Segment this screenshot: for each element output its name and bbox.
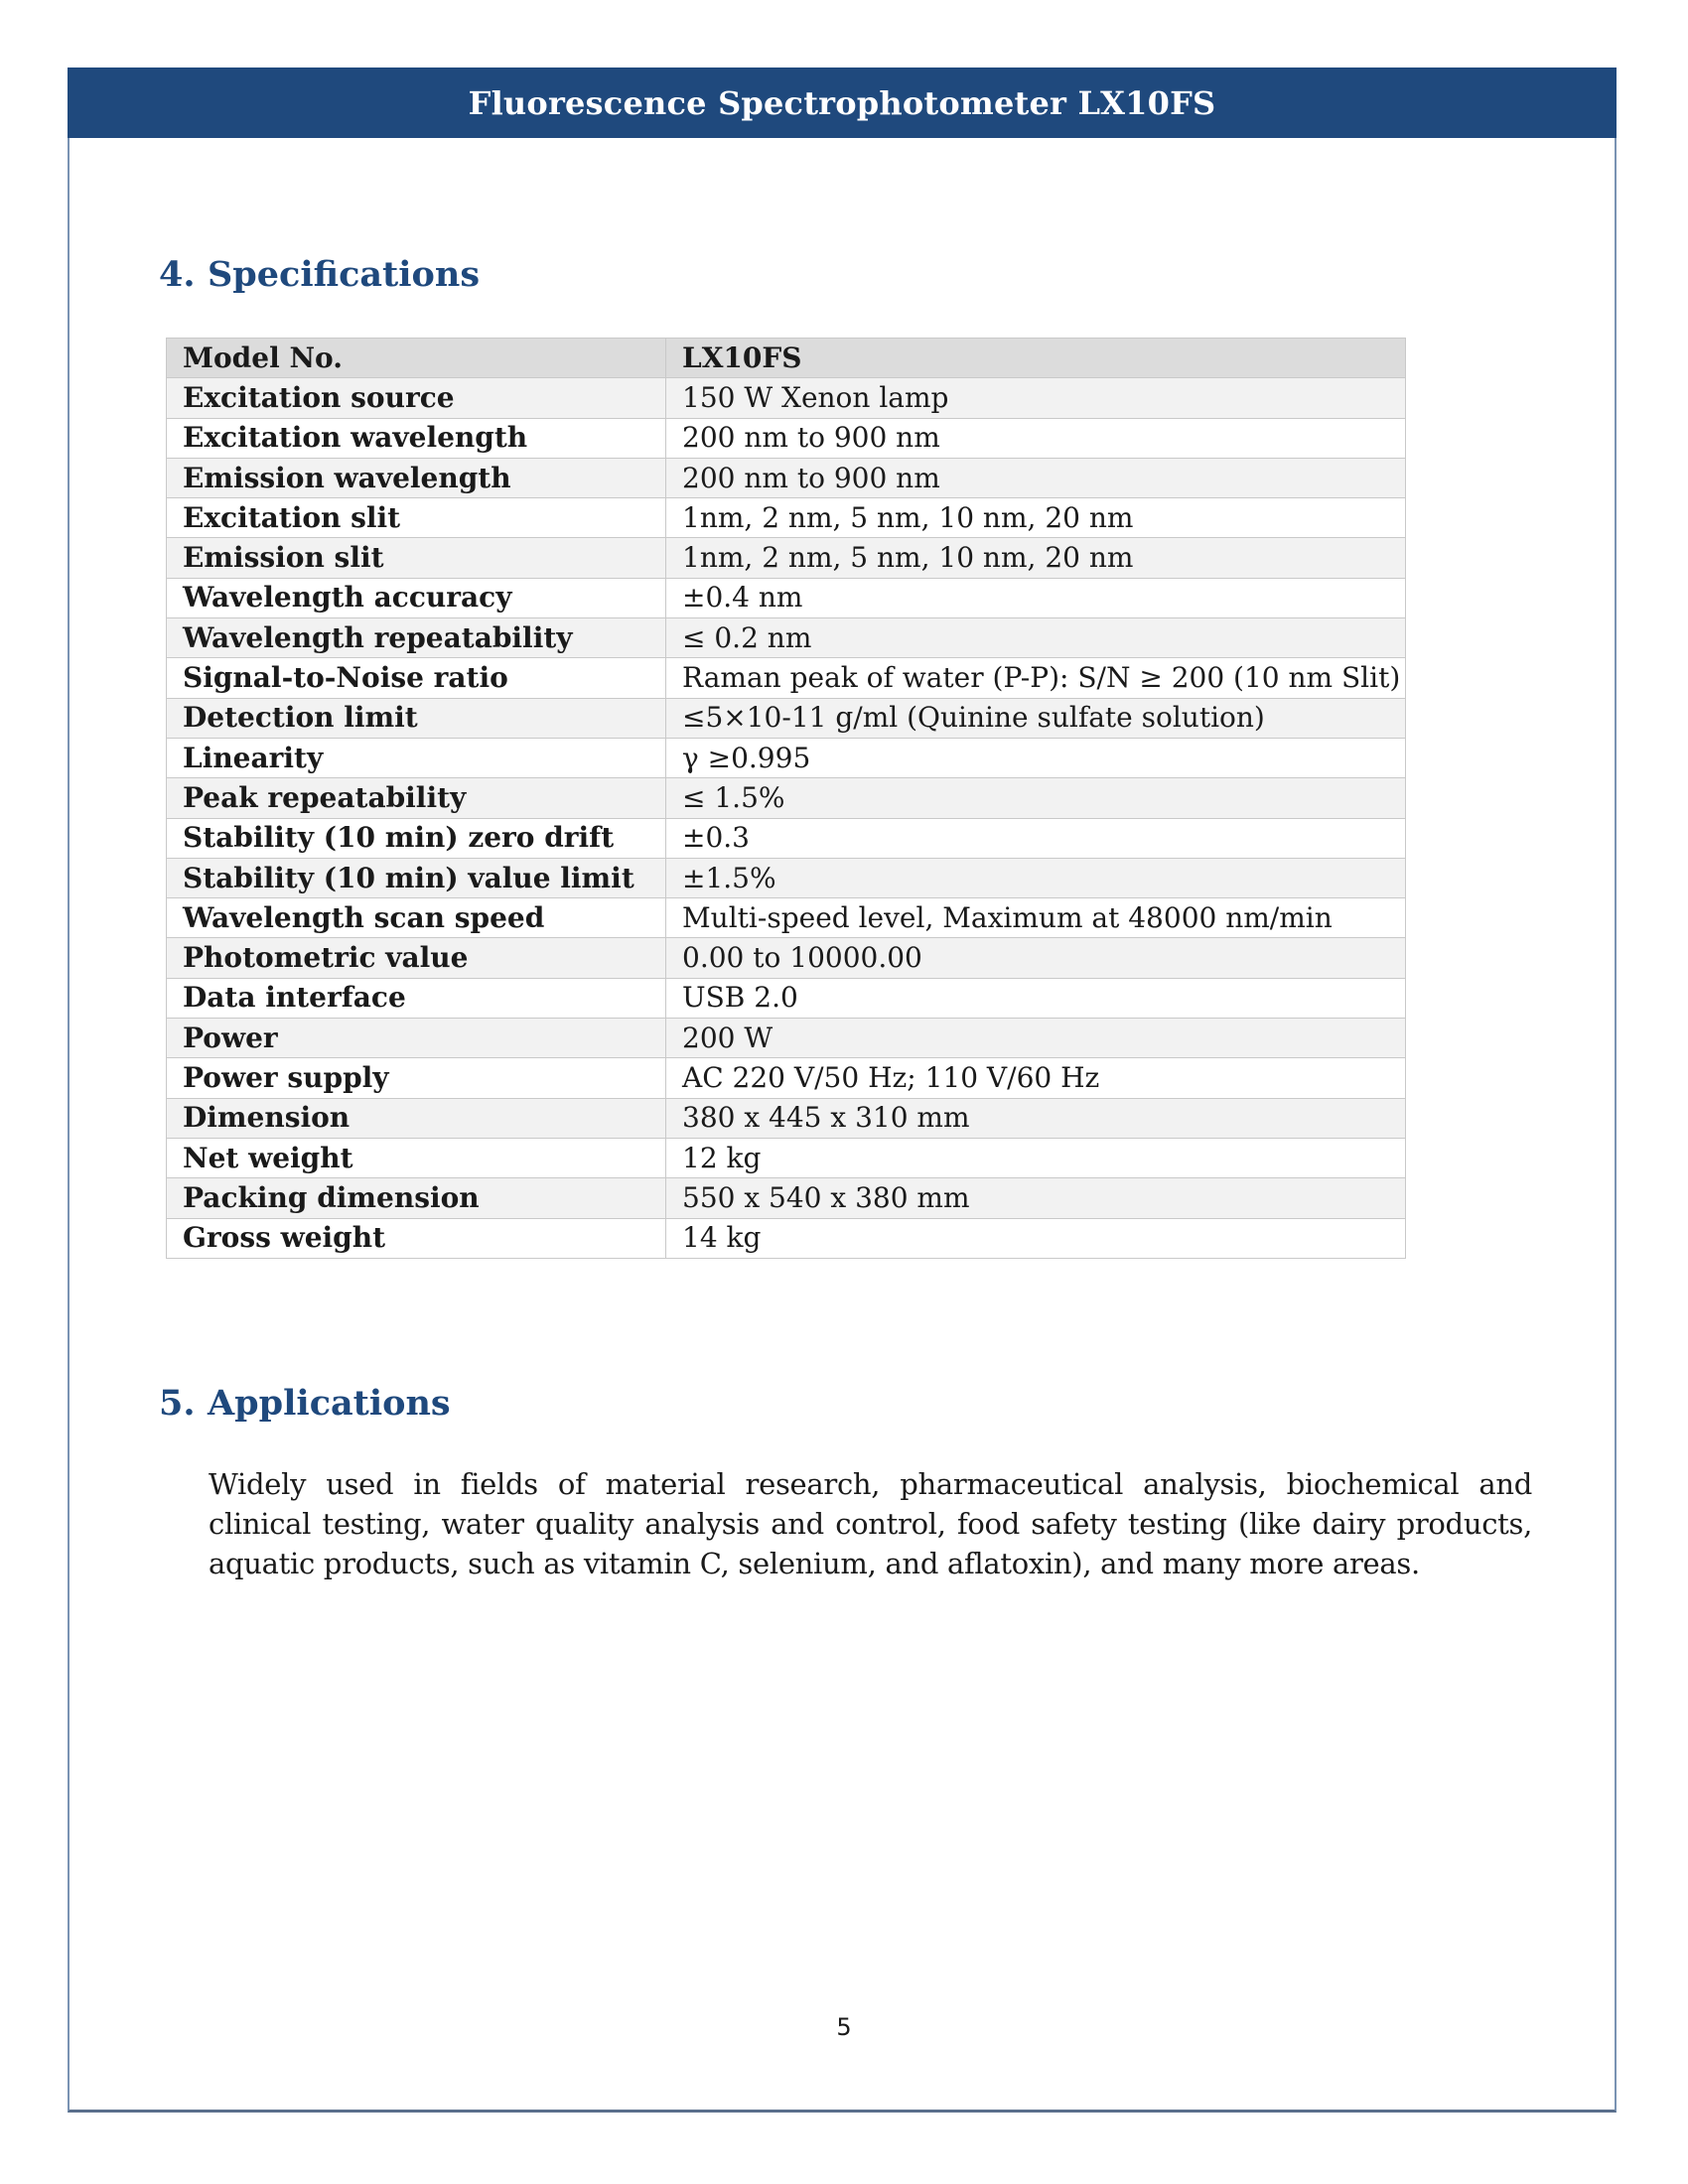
table-row xyxy=(167,898,1406,938)
table-row xyxy=(167,1178,1406,1218)
table-row xyxy=(167,538,1406,578)
spec-label: Photometric value xyxy=(167,938,666,978)
table-row xyxy=(167,818,1406,858)
table-row xyxy=(167,738,1406,777)
specifications-section-number: 4. xyxy=(159,254,196,295)
spec-label: Wavelength scan speed xyxy=(167,898,666,938)
spec-value: 200 nm to 900 nm xyxy=(666,458,1406,497)
spec-value: γ ≥0.995 xyxy=(666,738,1406,777)
spec-value: 1nm, 2 nm, 5 nm, 10 nm, 20 nm xyxy=(666,538,1406,578)
spec-label: Gross weight xyxy=(167,1218,666,1258)
table-row xyxy=(167,418,1406,458)
spec-value: 12 kg xyxy=(666,1138,1406,1177)
table-row xyxy=(167,498,1406,538)
spec-value: ≤ 1.5% xyxy=(666,778,1406,818)
table-row xyxy=(167,1098,1406,1138)
spec-value: ±1.5% xyxy=(666,858,1406,897)
applications-section-number: 5. xyxy=(159,1383,196,1424)
specifications-table xyxy=(166,338,1406,1259)
spec-label: Signal-to-Noise ratio xyxy=(167,658,666,698)
table-row xyxy=(167,1218,1406,1258)
spec-label: Dimension xyxy=(167,1098,666,1138)
spec-value: ±0.4 nm xyxy=(666,578,1406,617)
spec-label: Stability (10 min) value limit xyxy=(167,858,666,897)
spec-value: 380 x 445 x 310 mm xyxy=(666,1098,1406,1138)
spec-value: AC 220 V/50 Hz; 110 V/60 Hz xyxy=(666,1058,1406,1098)
spec-value: ≤ 0.2 nm xyxy=(666,618,1406,658)
specifications-heading xyxy=(159,254,480,295)
spec-value: Multi-speed level, Maximum at 48000 nm/min xyxy=(666,898,1406,938)
spec-value: Raman peak of water (P-P): S/N ≥ 200 (10 nm Slit) xyxy=(666,658,1406,698)
page-number: 5 xyxy=(836,2013,852,2041)
table-row xyxy=(167,658,1406,698)
header-bar xyxy=(68,68,1617,138)
table-row xyxy=(167,858,1406,897)
table-row xyxy=(167,1058,1406,1098)
table-row xyxy=(167,1138,1406,1177)
table-header-row xyxy=(167,339,1406,378)
spec-value: 550 x 540 x 380 mm xyxy=(666,1178,1406,1218)
applications-section-title: Applications xyxy=(208,1383,451,1424)
table-row xyxy=(167,618,1406,658)
table-row xyxy=(167,578,1406,617)
spec-label: Packing dimension xyxy=(167,1178,666,1218)
spec-label: Net weight xyxy=(167,1138,666,1177)
spec-label: Emission wavelength xyxy=(167,458,666,497)
spec-label: Emission slit xyxy=(167,538,666,578)
table-row xyxy=(167,938,1406,978)
spec-label: Power xyxy=(167,1019,666,1058)
spec-value: LX10FS xyxy=(666,339,1406,378)
applications-heading xyxy=(159,1383,451,1424)
spec-label: Peak repeatability xyxy=(167,778,666,818)
spec-label: Wavelength repeatability xyxy=(167,618,666,658)
table-row xyxy=(167,458,1406,497)
spec-label: Power supply xyxy=(167,1058,666,1098)
spec-value: 1nm, 2 nm, 5 nm, 10 nm, 20 nm xyxy=(666,498,1406,538)
spec-label: Detection limit xyxy=(167,698,666,738)
spec-value: 150 W Xenon lamp xyxy=(666,378,1406,418)
table-row xyxy=(167,1019,1406,1058)
spec-value: USB 2.0 xyxy=(666,978,1406,1018)
spec-value: ±0.3 xyxy=(666,818,1406,858)
spec-label: Wavelength accuracy xyxy=(167,578,666,617)
spec-value: 0.00 to 10000.00 xyxy=(666,938,1406,978)
document-title: Fluorescence Spectrophotometer LX10FS xyxy=(468,83,1216,122)
table-row xyxy=(167,378,1406,418)
spec-value: 14 kg xyxy=(666,1218,1406,1258)
table-row xyxy=(167,698,1406,738)
spec-label: Data interface xyxy=(167,978,666,1018)
spec-value: 200 W xyxy=(666,1019,1406,1058)
specifications-section-title: Specifications xyxy=(208,254,481,295)
spec-value: 200 nm to 900 nm xyxy=(666,418,1406,458)
spec-label: Excitation wavelength xyxy=(167,418,666,458)
table-row xyxy=(167,978,1406,1018)
spec-label: Excitation slit xyxy=(167,498,666,538)
table-row xyxy=(167,778,1406,818)
spec-label: Excitation source xyxy=(167,378,666,418)
spec-value: ≤5×10-11 g/ml (Quinine sulfate solution) xyxy=(666,698,1406,738)
spec-label: Linearity xyxy=(167,738,666,777)
applications-paragraph: Widely used in fields of material research, pharmaceutical analysis, biochemical and clinical testing, water quality analysis and control, food safety testing (like dairy products, aquatic products, such as vitamin C, selenium, and aflatoxin), and many more areas. xyxy=(209,1467,1532,1580)
spec-label: Model No. xyxy=(167,339,666,378)
spec-label: Stability (10 min) zero drift xyxy=(167,818,666,858)
